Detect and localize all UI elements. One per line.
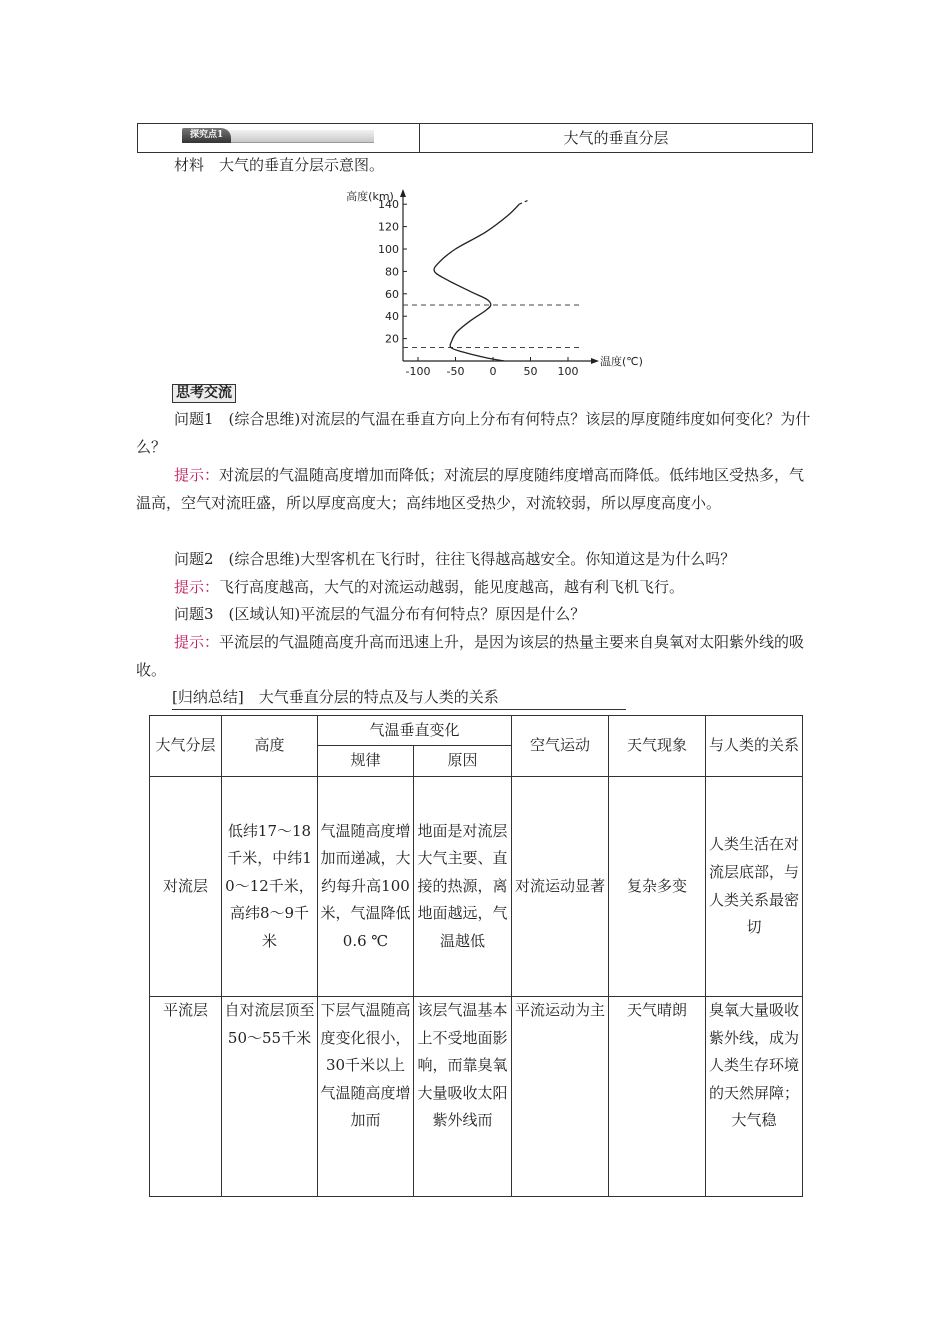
cell-height: 低纬17～18千米，中纬10～12千米，高纬8～9千米 <box>222 777 318 997</box>
cell-height: 自对流层顶至50～55千米 <box>222 997 318 1197</box>
answer-1 <box>136 461 816 517</box>
temperature-curve <box>434 204 519 361</box>
think-section-label: 思考交流 <box>172 384 236 403</box>
material-caption: 材料 大气的垂直分层示意图。 <box>174 156 385 174</box>
section-tab-badge: 探究点1 <box>182 128 231 143</box>
answer-2-text: 飞行高度越高，大气的对流运动越弱，能见度越高，越有利飞机飞行。 <box>219 578 685 596</box>
cell-cause: 该层气温基本上不受地面影响，而靠臭氧大量吸收太阳紫外线而 <box>414 997 512 1197</box>
x-axis-label: 温度(℃) <box>600 355 643 368</box>
cell-rule: 下层气温随高度变化很小，30千米以上气温随高度增加而 <box>318 997 414 1197</box>
cell-motion: 平流运动为主 <box>512 997 609 1197</box>
y-axis-arrow <box>400 189 406 197</box>
header-weather: 天气现象 <box>609 716 706 777</box>
section-tab-cell <box>138 124 420 152</box>
answer-3-text: 平流层的气温随高度升高而迅速上升，是因为该层的热量主要来自臭氧对太阳紫外线的吸收。 <box>136 633 805 679</box>
cell-motion: 对流运动显著 <box>512 777 609 997</box>
y-tick-label: 40 <box>385 310 399 324</box>
cell-layer: 对流层 <box>150 777 222 997</box>
summary-table <box>149 715 803 1197</box>
hint-label: 提示： <box>174 578 220 596</box>
x-tick-label: 100 <box>557 365 579 378</box>
answer-3 <box>136 628 816 684</box>
table-row <box>150 997 803 1197</box>
x-tick-label: 50 <box>523 365 538 378</box>
question-1: 问题1 (综合思维)对流层的气温在垂直方向上分布有何特点？该层的厚度随纬度如何变化？为什么？ <box>136 410 811 456</box>
header-relation: 与人类的关系 <box>706 716 803 777</box>
question-2: 问题2 (综合思维)大型客机在飞行时，往往飞得越高越安全。你知道这是为什么吗？ <box>174 550 736 568</box>
table-header-row <box>150 716 803 746</box>
cell-weather: 天气晴朗 <box>609 997 706 1197</box>
section-title: 大气的垂直分层 <box>563 129 669 147</box>
header-cause: 原因 <box>414 746 512 777</box>
header-rule: 规律 <box>318 746 414 777</box>
summary-title: [归纳总结] 大气垂直分层的特点及与人类的关系 <box>172 685 626 710</box>
cell-weather: 复杂多变 <box>609 777 706 997</box>
header-height: 高度 <box>222 716 318 777</box>
header-air-motion: 空气运动 <box>512 716 609 777</box>
y-tick-label: 140 <box>378 198 399 212</box>
hint-label: 提示： <box>174 633 220 651</box>
temperature-altitude-chart <box>330 183 670 383</box>
y-tick-label: 20 <box>385 332 399 346</box>
table-row <box>150 777 803 997</box>
y-tick-label: 60 <box>385 287 399 301</box>
section-header <box>137 123 813 153</box>
header-layer: 大气分层 <box>150 716 222 777</box>
x-tick-label: -50 <box>446 365 465 378</box>
y-axis-label: 高度(km) <box>346 190 394 203</box>
y-tick-label: 120 <box>378 220 399 234</box>
x-axis-arrow <box>591 358 599 364</box>
hint-label: 提示： <box>174 466 220 484</box>
cell-relation: 人类生活在对流层底部，与人类关系最密切 <box>706 777 803 997</box>
cell-rule: 气温随高度增加而递减，大约每升高100米，气温降低0.6 ℃ <box>318 777 414 997</box>
cell-layer: 平流层 <box>150 997 222 1197</box>
header-temp-change: 气温垂直变化 <box>318 716 512 746</box>
temperature-curve-dashed-tail <box>519 200 528 204</box>
answer-1-text: 对流层的气温随高度增加而降低；对流层的厚度随纬度增高而降低。低纬地区受热多，气温高，空气对流旺盛，所以厚度高度大；高纬地区受热少，对流较弱，所以厚度高度小。 <box>136 466 805 512</box>
x-tick-label: -100 <box>405 365 431 378</box>
question-3: 问题3 (区域认知)平流层的气温分布有何特点？原因是什么？ <box>174 605 586 623</box>
y-tick-label: 100 <box>378 243 399 256</box>
y-tick-label: 80 <box>385 265 399 279</box>
x-tick-label: 0 <box>489 365 497 378</box>
cell-cause: 地面是对流层大气主要、直接的热源，离地面越远，气温越低 <box>414 777 512 997</box>
answer-2 <box>174 573 816 601</box>
cell-relation: 臭氧大量吸收紫外线，成为人类生存环境的天然屏障；大气稳 <box>706 997 803 1197</box>
